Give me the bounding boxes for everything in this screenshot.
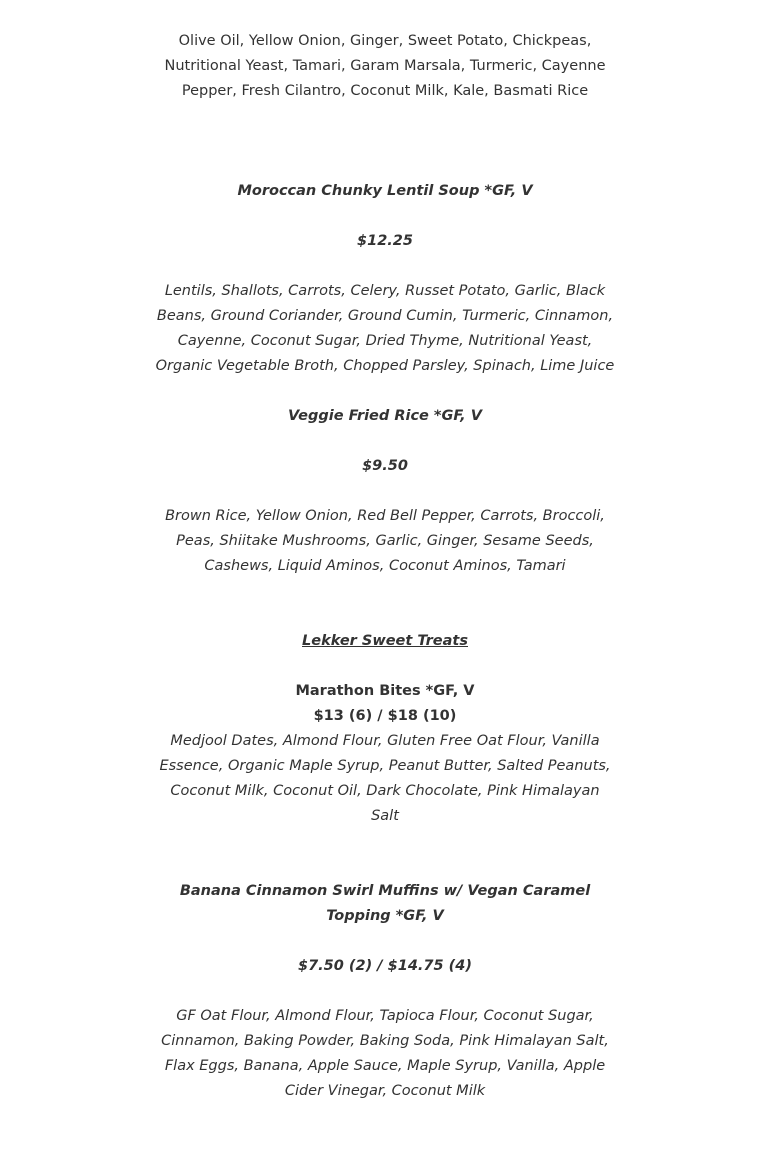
item-name: Moroccan Chunky Lentil Soup *GF, V (237, 183, 533, 199)
item-description: Medjool Dates, Almond Flour, Gluten Free Oat Flour, Vanilla Essence, Organic Maple Syrup, Peanut Butter, Salted Peanuts, Coconut Milk, Coconut Oil, Dark Chocolate, Pink Himalayan Salt (159, 733, 611, 824)
item-price: $9.50 (362, 458, 408, 474)
item-price: $12.25 (357, 233, 413, 249)
spacer (155, 979, 615, 1004)
item-description: GF Oat Flour, Almond Flour, Tapioca Flour, Coconut Sugar, Cinnamon, Baking Powder, Baking Soda, Pink Himalayan Salt, Flax Eggs, Banana, Apple Sauce, Maple Syrup, Vanilla, Apple Cider Vinegar, Coconut Milk (161, 1008, 609, 1099)
spacer (155, 204, 615, 229)
spacer (155, 479, 615, 504)
section-heading: Lekker Sweet Treats (302, 633, 468, 649)
item-name: Marathon Bites *GF, V (295, 683, 475, 699)
item-price: $7.50 (2) / $14.75 (4) (298, 958, 472, 974)
spacer (155, 254, 615, 279)
spacer (155, 579, 615, 629)
item-name: Veggie Fried Rice *GF, V (288, 408, 482, 424)
spacer (155, 379, 615, 404)
item-price: $13 (6) / $18 (10) (313, 708, 457, 724)
item-name: Banana Cinnamon Swirl Muffins w/ Vegan Caramel Topping *GF, V (179, 883, 591, 924)
spacer (155, 429, 615, 454)
item-description: Olive Oil, Yellow Onion, Ginger, Sweet Potato, Chickpeas, Nutritional Yeast, Tamari, Garam Marsala, Turmeric, Cayenne Pepper, Fresh Cilantro, Coconut Milk, Kale, Basmati Rice (164, 33, 606, 99)
item-description: Brown Rice, Yellow Onion, Red Bell Pepper, Carrots, Broccoli, Peas, Shiitake Mushrooms, Garlic, Ginger, Sesame Seeds, Cashews, Liquid Aminos, Coconut Aminos, Tamari (165, 508, 605, 574)
item-description: Lentils, Shallots, Carrots, Celery, Russet Potato, Garlic, Black Beans, Ground Coriander, Ground Cumin, Turmeric, Cinnamon, Cayenne, Coconut Sugar, Dried Thyme, Nutritional Yeast, Organic Vegetable Broth, Chopped Parsley, Spinach, Lime Juice (155, 283, 615, 374)
menu-content (155, 29, 615, 1104)
spacer (155, 654, 615, 679)
spacer (155, 104, 615, 179)
spacer (155, 929, 615, 954)
spacer (155, 829, 615, 879)
